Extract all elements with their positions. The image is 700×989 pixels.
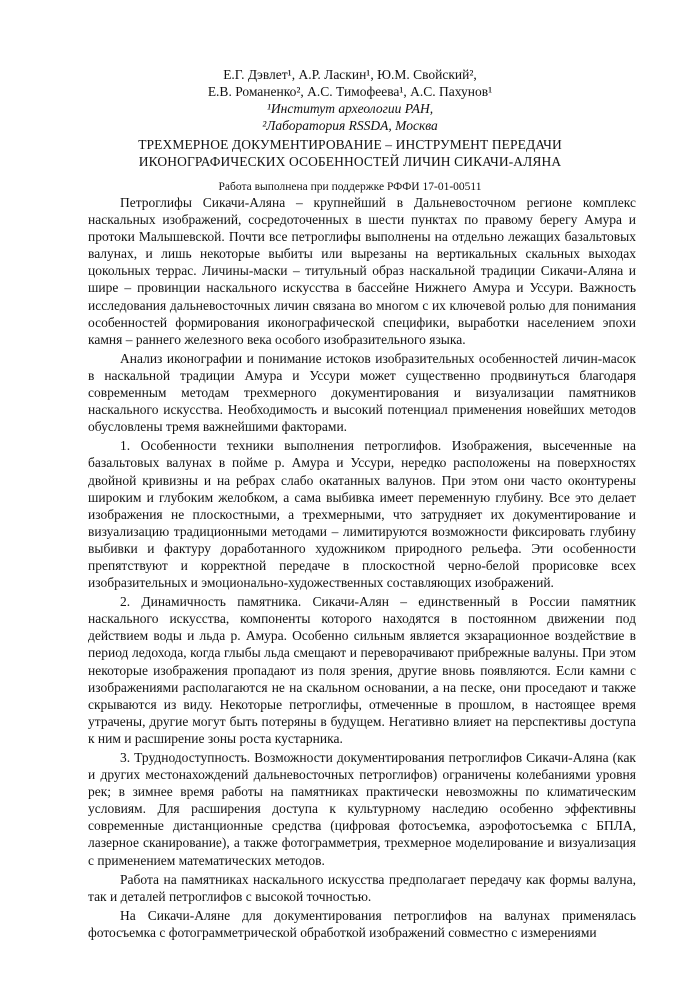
paragraph-factor-1: 1. Особенности техники выполнения петроглифов. Изображения, высеченные на базальтовых валунах в пойме р. Амура и Уссури, нередко расположены на поверхностях двойной кривизны и на ребрах слабо окатанных валунов. При этом они часто оконтурены широким и глубоким желобком, а сама выбивка имеет переменную глубину. Все это делает изображения не плоскостными, а трехмерными, что затрудняет их документирование и визуализацию традиционными методами – лимитируются возможности фиксировать глубину выбивки и фактуру доработанного художником природного рельефа. Эти особенности препятствуют и корректной передаче в плоскостной черно-белой прорисовке всех изобразительных и эмоционально-художественных составляющих изображений. [88,438,636,591]
paragraph-factor-2: 2. Динамичность памятника. Сикачи-Алян – единственный в России памятник наскального искусства, компоненты которого находятся в постоянном движении под действием воды и льда р. Амура. Особенно сильным является экзарационное воздействие в период ледохода, когда глыбы льда смещают и переворачивают прибрежные валуны. При этом некоторые изображения пропадают из поля зрения, другие вновь появляются. Если камни с изображениями располагаются не на скальном основании, а на песке, они проседают и также скрываются из виду. Некоторые петроглифы, отмеченные в прошлом, в настоящее время утрачены, другие могут быть потеряны в будущем. Негативно влияет на перспективы доступа к ним и расширение зоны роста кустарника. [88,594,636,746]
funding-note: Работа выполнена при поддержке РФФИ 17-01-00511 [218,181,482,193]
title-line-1: ТРЕХМЕРНОЕ ДОКУМЕНТИРОВАНИЕ – ИНСТРУМЕНТ ПЕРЕДАЧИ [138,137,562,152]
paragraph-factor-3: 3. Труднодоступность. Возможности документирования петроглифов Сикачи-Аляна (как и других местонахождений дальневосточных петроглифов) ограничены колебаниями уровня рек; в зимнее время работы на памятниках практически невозможны по климатическим условиям. Для расширения доступа к культурному наследию особенно эффективны современные дистанционные средства (цифровая фотосъемка, аэрофотосъемка с БПЛА, лазерное сканирование), а также фотограмметрия, трехмерное моделирование и визуализация с применением математических методов. [88,750,636,868]
affiliation-2: ²Лаборатория RSSDA, Москва [262,118,438,133]
affiliation-1: ¹Институт археологии РАН, [266,101,434,116]
title-line-2: ИКОНОГРАФИЧЕСКИХ ОСОБЕННОСТЕЙ ЛИЧИН СИКАЧИ-АЛЯНА [138,154,562,169]
paragraph-intro: Петроглифы Сикачи-Аляна – крупнейший в Дальневосточном регионе комплекс наскальных изображений, сосредоточенных в шести пунктах по правому берегу Амура и протоки Малышевской. Почти все петроглифы выполнены на отдельно лежащих базальтовых валунах, и лишь некоторые выбиты или вырезаны на вертикальных скальных выходах цокольных террас. Личины-маски – титульный образ наскальной традиции Сикачи-Аляна и шире – провинции наскального искусства в бассейне Нижнего Амура и Уссури. Важность исследования дальневосточных личин связана во многом с их ключевой ролью для понимания особенностей формирования иконографической специфики, выработки населением эпохи камня – раннего железного века особого изобразительного языка. [88,195,636,347]
body-text [88,194,636,943]
paragraph-method: На Сикачи-Аляне для документирования петроглифов на валунах применялась фотосъемка с фотограмметрической обработкой изображений совместно с измерениями [88,907,636,940]
paper-title [60,136,640,170]
paragraph-work: Работа на памятниках наскального искусства предполагает передачу как формы валуна, так и деталей петроглифов с высокой точностью. [88,871,636,904]
authors-line-2: Е.В. Романенко², А.С. Тимофеева¹, А.С. Пахунов¹ [207,84,493,99]
paragraph-analysis: Анализ иконографии и понимание истоков изобразительных особенностей личин-масок в наскальной традиции Амура и Уссури может существенно продвинуться благодаря современным методам трехмерного документирования и визуализации памятников наскального искусства. Необходимость и высокий потенциал применения новейших методов обусловлены тремя важнейшими факторами. [88,350,636,435]
paper-header [60,66,640,170]
authors-line-1: Е.Г. Дэвлет¹, А.Р. Ласкин¹, Ю.М. Свойский², [223,67,477,82]
